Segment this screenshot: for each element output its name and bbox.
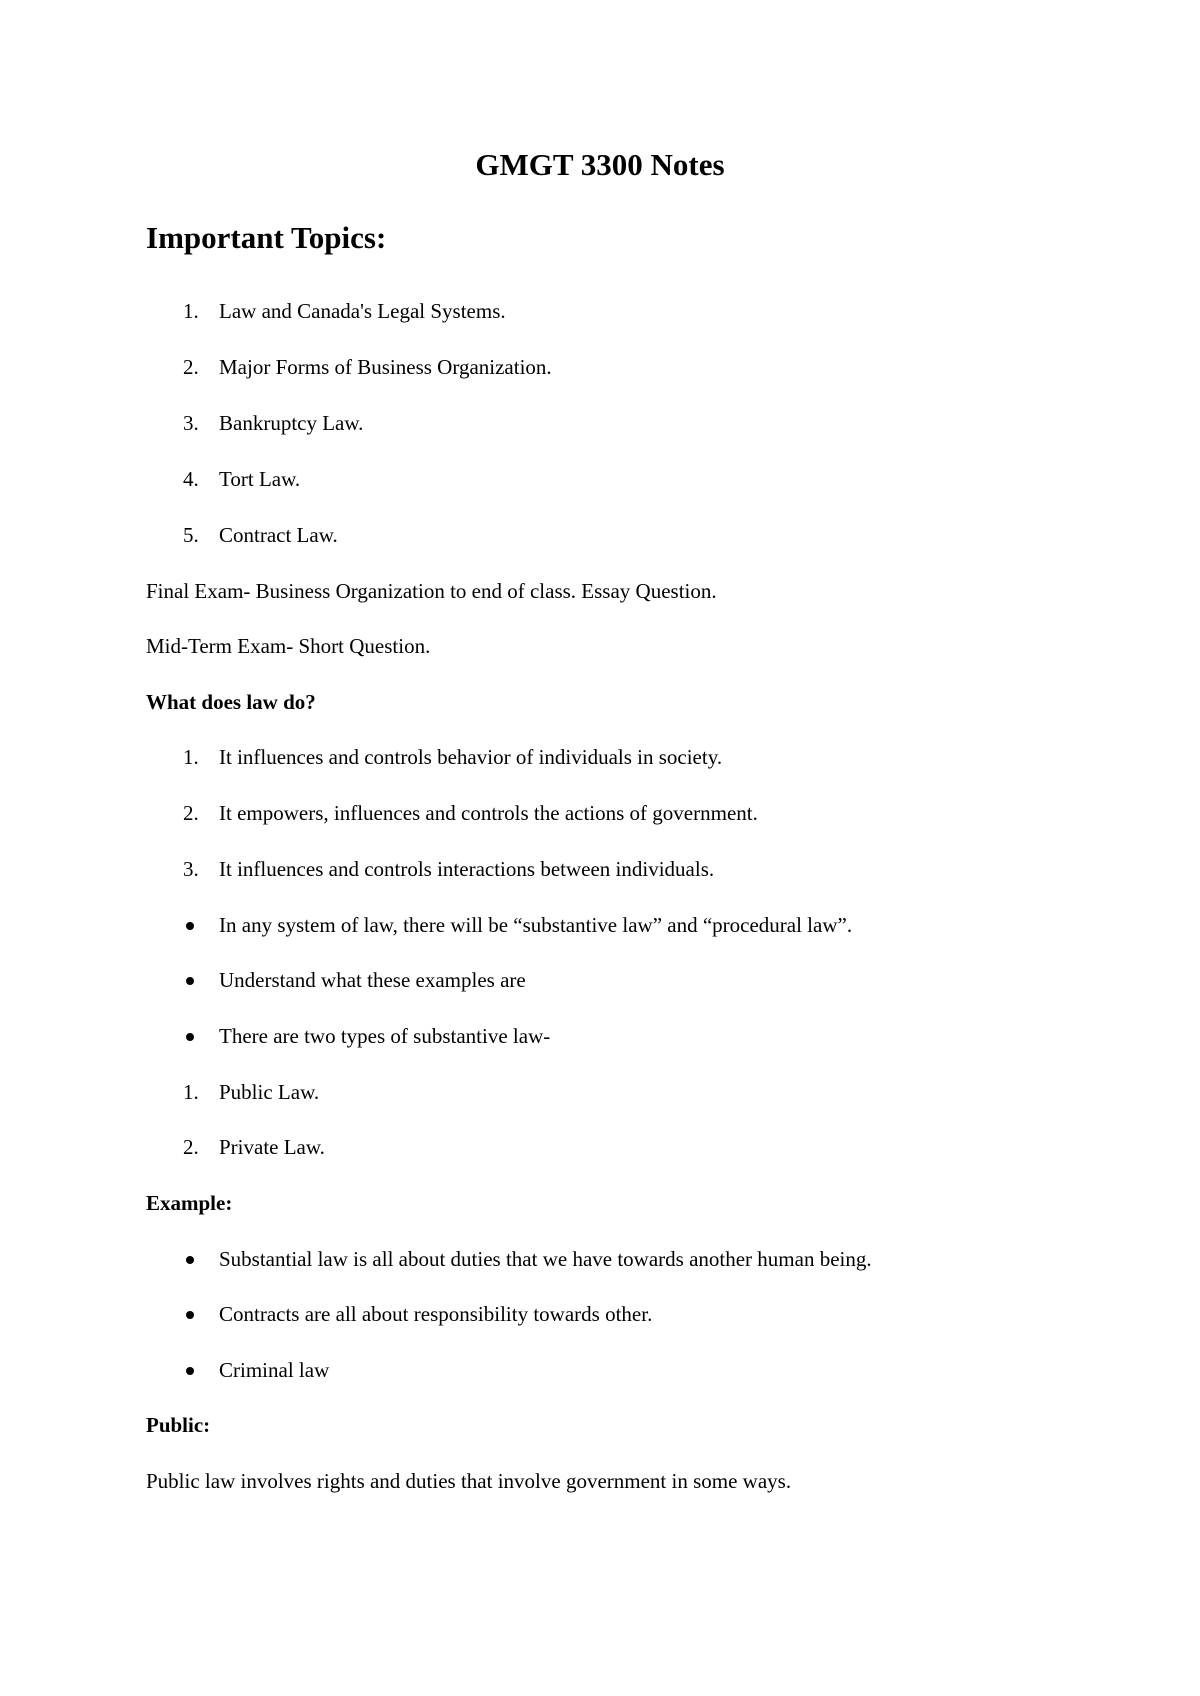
list-marker: 4. <box>183 467 199 491</box>
bullet-icon <box>186 977 194 985</box>
list-marker: 2. <box>183 801 199 825</box>
list-item-text: Contract Law. <box>219 523 338 547</box>
bullet-icon <box>186 1367 194 1375</box>
list-marker: 3. <box>183 857 199 881</box>
list-item-text: It empowers, influences and controls the actions of government. <box>219 801 758 825</box>
bullet-item-text: In any system of law, there will be “substantive law” and “procedural law”. <box>219 913 853 937</box>
list-item-text: Major Forms of Business Organization. <box>219 355 552 379</box>
public-law-text: Public law involves rights and duties that involve government in some ways. <box>146 1469 792 1493</box>
example-heading: Example: <box>146 1191 233 1215</box>
bullet-icon <box>186 1033 194 1041</box>
document-title: GMGT 3300 Notes <box>475 147 725 182</box>
bullet-item-text: Contracts are all about responsibility towards other. <box>219 1302 653 1326</box>
list-item-text: Private Law. <box>219 1135 325 1159</box>
midterm-exam-note: Mid-Term Exam- Short Question. <box>146 634 431 658</box>
bullet-item-text: Understand what these examples are <box>219 968 526 992</box>
public-heading: Public: <box>146 1413 211 1437</box>
list-item-text: Public Law. <box>219 1080 320 1104</box>
section-heading-important-topics: Important Topics: <box>146 220 387 255</box>
list-item-text: Law and Canada's Legal Systems. <box>219 299 506 323</box>
list-marker: 2. <box>183 355 199 379</box>
list-item-text: Tort Law. <box>219 467 301 491</box>
bullet-item-text: Criminal law <box>219 1358 330 1382</box>
list-marker: 1. <box>183 745 199 769</box>
final-exam-note: Final Exam- Business Organization to end of class. Essay Question. <box>146 579 717 603</box>
bullet-icon <box>186 1256 194 1264</box>
list-item-text: It influences and controls interactions between individuals. <box>219 857 715 881</box>
list-item-text: It influences and controls behavior of individuals in society. <box>219 745 723 769</box>
bullet-icon <box>186 922 194 930</box>
bullet-item-text: Substantial law is all about duties that we have towards another human being. <box>219 1247 872 1271</box>
bullet-item-text: There are two types of substantive law- <box>219 1024 551 1048</box>
list-marker: 2. <box>183 1135 199 1159</box>
list-marker: 1. <box>183 299 199 323</box>
list-marker: 5. <box>183 523 199 547</box>
law-heading: What does law do? <box>146 690 316 714</box>
list-marker: 1. <box>183 1080 199 1104</box>
bullet-icon <box>186 1311 194 1319</box>
list-marker: 3. <box>183 411 199 435</box>
list-item-text: Bankruptcy Law. <box>219 411 364 435</box>
